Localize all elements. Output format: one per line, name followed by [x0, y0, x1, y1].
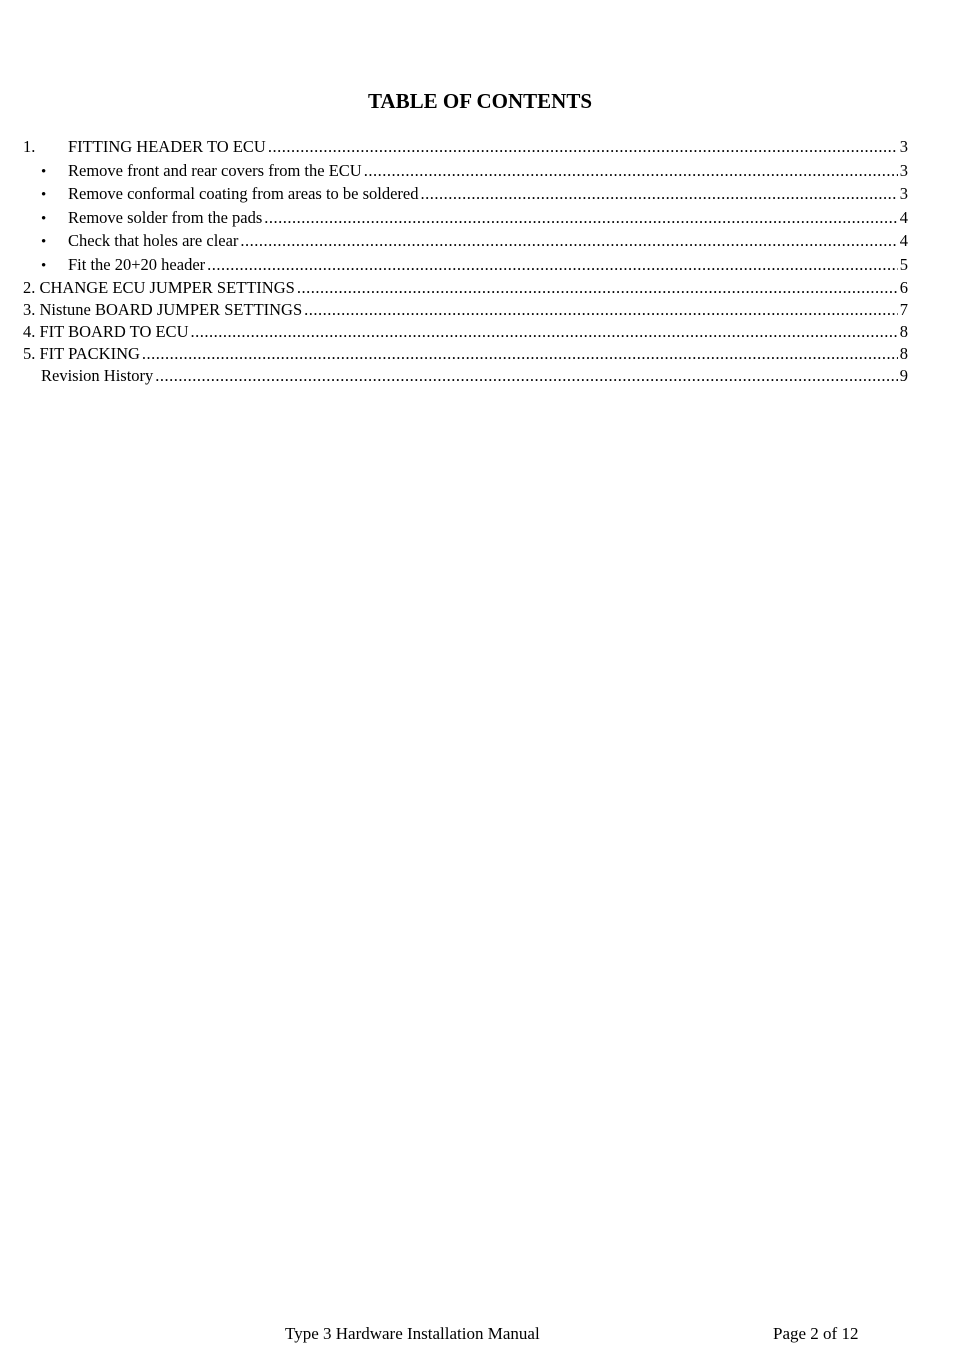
- toc-entry-page: 4: [899, 231, 908, 250]
- toc-entry-label: 3. Nistune BOARD JUMPER SETTINGS: [23, 300, 303, 319]
- toc-entry-page: 3: [899, 184, 908, 203]
- dot-leader: [240, 231, 897, 251]
- toc-entry[interactable]: [23, 208, 908, 232]
- toc-entry[interactable]: [23, 344, 908, 366]
- footer-page-number: Page 2 of 12: [773, 1324, 859, 1343]
- dot-leader: [264, 208, 897, 228]
- toc-entry[interactable]: [23, 137, 908, 161]
- toc-entry-label: Fit the 20+20 header: [68, 254, 206, 274]
- toc-entry-page: 4: [899, 207, 908, 227]
- toc-entry[interactable]: [23, 322, 908, 344]
- toc-entry[interactable]: [23, 184, 908, 208]
- bullet-icon: •: [41, 234, 47, 250]
- toc-entry-page: 8: [899, 344, 908, 363]
- toc-entry-label: Check that holes are clear: [68, 231, 239, 250]
- dot-leader: [142, 344, 898, 364]
- toc-entry-page: 8: [899, 322, 908, 341]
- toc-entry[interactable]: [23, 366, 908, 388]
- bullet-icon: •: [41, 187, 47, 203]
- toc-entry-page: 5: [899, 254, 908, 274]
- dot-leader: [268, 137, 898, 157]
- toc-entry-label: FITTING HEADER TO ECU: [68, 137, 266, 156]
- bullet-icon: •: [41, 210, 47, 227]
- dot-leader: [421, 184, 898, 204]
- toc-entry-page: 9: [899, 366, 908, 385]
- toc-entry-label: Remove solder from the pads: [68, 207, 263, 227]
- dot-leader: [155, 366, 897, 386]
- table-of-contents: [23, 137, 908, 388]
- toc-entry[interactable]: [23, 278, 908, 300]
- toc-entry-page: 6: [899, 278, 908, 297]
- bullet-icon: •: [41, 163, 47, 180]
- toc-entry-label: Revision History: [41, 366, 154, 385]
- footer-document-title: Type 3 Hardware Installation Manual: [285, 1324, 540, 1343]
- toc-entry-page: 3: [899, 160, 908, 180]
- dot-leader: [304, 300, 898, 320]
- toc-entry-label: 2. CHANGE ECU JUMPER SETTINGS: [23, 278, 295, 297]
- page-title: TABLE OF CONTENTS: [367, 89, 593, 113]
- toc-entry[interactable]: [23, 161, 908, 185]
- dot-leader: [364, 161, 898, 181]
- toc-entry[interactable]: [23, 300, 908, 322]
- toc-entry[interactable]: [23, 231, 908, 255]
- toc-entry-page: 3: [899, 137, 908, 156]
- bullet-icon: •: [41, 257, 47, 274]
- dot-leader: [207, 255, 898, 275]
- toc-entry-page: 7: [899, 300, 908, 319]
- dot-leader: [297, 278, 898, 298]
- dot-leader: [190, 322, 897, 342]
- toc-entry-label: 4. FIT BOARD TO ECU: [23, 322, 189, 341]
- toc-entry-number: 1.: [23, 137, 36, 156]
- toc-entry-label: Remove front and rear covers from the ECU: [68, 160, 362, 180]
- toc-entry[interactable]: [23, 255, 908, 279]
- toc-entry-label: 5. FIT PACKING: [23, 344, 140, 363]
- toc-entry-label: Remove conformal coating from areas to be soldered: [68, 184, 419, 203]
